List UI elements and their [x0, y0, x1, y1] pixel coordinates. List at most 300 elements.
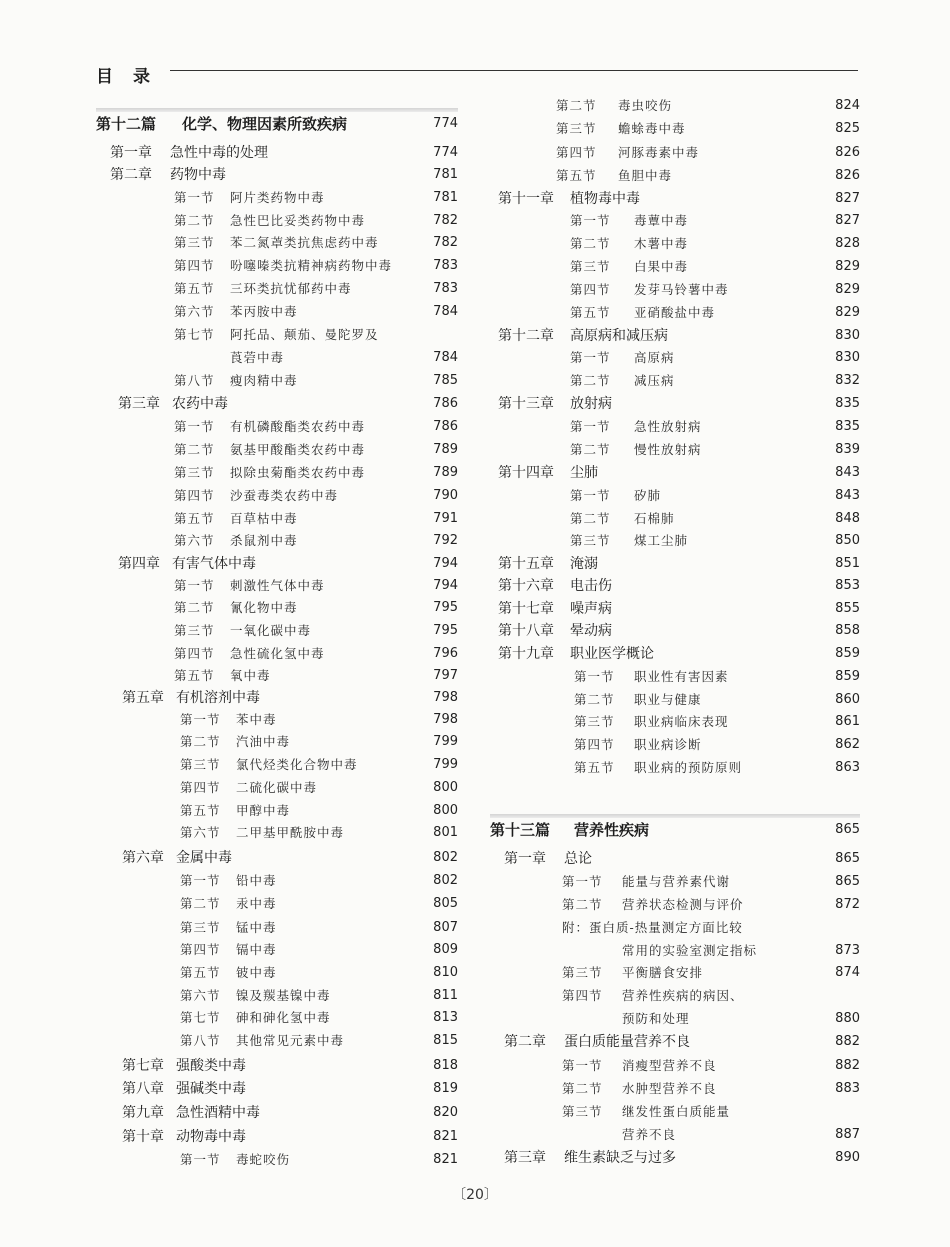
- entry-page-number: 887: [835, 1127, 860, 1142]
- toc-entry-chapter[interactable]: [490, 848, 860, 870]
- entry-label: 第三节: [562, 1104, 603, 1119]
- entry-title: 亚硝酸盐中毒: [634, 305, 716, 320]
- toc-entry-section[interactable]: [490, 711, 860, 733]
- toc-entry-section[interactable]: [96, 709, 458, 731]
- entry-title: 继发性蛋白质能量: [622, 1104, 731, 1119]
- entry-label: 第一章: [110, 145, 152, 161]
- entry-page-number: 802: [433, 850, 458, 865]
- toc-entry-section[interactable]: [490, 734, 860, 756]
- entry-page-number: 821: [433, 1152, 458, 1167]
- entry-label: 第四节: [174, 258, 215, 273]
- toc-entry-section[interactable]: [490, 256, 860, 278]
- entry-page-number: 843: [835, 488, 860, 503]
- toc-entry-chapter[interactable]: [96, 847, 458, 869]
- toc-entry-chapter[interactable]: [96, 142, 458, 164]
- entry-label: 第十七章: [498, 601, 554, 617]
- toc-entry-section[interactable]: [490, 530, 860, 552]
- entry-page-number: 798: [433, 690, 458, 705]
- entry-page-number: 865: [835, 851, 860, 866]
- entry-label: 第二节: [556, 98, 597, 113]
- entry-label: 第六节: [180, 825, 221, 840]
- entry-label: 第二章: [504, 1034, 546, 1050]
- entry-page-number: 858: [835, 623, 860, 638]
- entry-label: 第十一章: [498, 191, 554, 207]
- toc-entry-section[interactable]: [96, 962, 458, 984]
- toc-entry-section[interactable]: [96, 1149, 458, 1171]
- entry-label: 第四节: [556, 145, 597, 160]
- entry-label: 第七章: [122, 1058, 164, 1074]
- entry-page-number: 785: [433, 373, 458, 388]
- entry-page-number: 863: [835, 760, 860, 775]
- toc-entry-part[interactable]: [96, 113, 458, 135]
- entry-title: 急性中毒的处理: [170, 145, 268, 161]
- entry-page-number: 821: [433, 1129, 458, 1144]
- entry-page-number: 795: [433, 600, 458, 615]
- entry-label: 第八节: [180, 1033, 221, 1048]
- entry-title: 噪声病: [570, 601, 612, 617]
- toc-entry-chapter[interactable]: [96, 553, 458, 575]
- entry-page-number: 883: [835, 1081, 860, 1096]
- toc-entry-section[interactable]: [96, 777, 458, 799]
- toc-entry-section[interactable]: [96, 370, 458, 392]
- entry-page-number: 862: [835, 737, 860, 752]
- entry-page-number: 848: [835, 511, 860, 526]
- entry-page-number: 802: [433, 873, 458, 888]
- toc-entry-section[interactable]: [96, 187, 458, 209]
- toc-entry-section[interactable]: [490, 508, 860, 530]
- toc-entry-chapter[interactable]: [490, 393, 860, 415]
- entry-page-number: 865: [835, 822, 860, 837]
- toc-entry-section[interactable]: [490, 233, 860, 255]
- entry-page-number: 815: [433, 1033, 458, 1048]
- entry-page-number: 859: [835, 669, 860, 684]
- entry-page-number: 810: [433, 965, 458, 980]
- entry-page-number: 826: [835, 168, 860, 183]
- entry-label: 第三节: [174, 623, 215, 638]
- entry-page-number: 829: [835, 282, 860, 297]
- toc-entry-section[interactable]: [96, 985, 458, 1007]
- entry-page-number: 819: [433, 1081, 458, 1096]
- toc-entry-chapter[interactable]: [490, 575, 860, 597]
- entry-title: 氨基甲酸酯类农药中毒: [230, 442, 366, 457]
- toc-entry-chapter[interactable]: [490, 620, 860, 642]
- entry-page-number: 882: [835, 1058, 860, 1073]
- toc-entry-section[interactable]: [96, 939, 458, 961]
- entry-label: 第十二篇: [96, 115, 157, 133]
- entry-page-number: 835: [835, 396, 860, 411]
- entry-title: 杀鼠剂中毒: [230, 533, 298, 548]
- entry-page-number: 855: [835, 601, 860, 616]
- entry-title: 氰化物中毒: [230, 600, 298, 615]
- entry-page-number: 839: [835, 442, 860, 457]
- entry-title: 氧中毒: [230, 668, 271, 683]
- toc-entry-section[interactable]: [96, 210, 458, 232]
- entry-label: 第四节: [180, 942, 221, 957]
- toc-entry-chapter[interactable]: [490, 1031, 860, 1053]
- entry-page-number: 873: [835, 943, 860, 958]
- entry-title: 植物毒中毒: [570, 191, 640, 207]
- entry-label: 第一节: [574, 669, 615, 684]
- entry-title: 晕动病: [570, 623, 612, 639]
- entry-label: 第四节: [180, 780, 221, 795]
- toc-entry-section[interactable]: [96, 530, 458, 552]
- toc-entry-plain[interactable]: [490, 940, 860, 962]
- entry-title: 急性酒精中毒: [176, 1105, 260, 1121]
- toc-entry-section[interactable]: [490, 95, 860, 117]
- toc-entry-section[interactable]: [490, 1101, 860, 1123]
- entry-title: 职业病诊断: [634, 737, 702, 752]
- entry-title: 常用的实验室测定指标: [622, 943, 758, 958]
- entry-title: 化学、物理因素所致疾病: [182, 115, 348, 133]
- entry-page-number: 801: [433, 825, 458, 840]
- entry-label: 第二节: [174, 600, 215, 615]
- toc-entry-section[interactable]: [96, 731, 458, 753]
- toc-entry-section[interactable]: [490, 210, 860, 232]
- toc-entry-section[interactable]: [490, 1055, 860, 1077]
- toc-entry-section[interactable]: [490, 416, 860, 438]
- toc-entry-chapter[interactable]: [96, 1055, 458, 1077]
- entry-title: 水肿型营养不良: [622, 1081, 717, 1096]
- toc-entry-section[interactable]: [490, 757, 860, 779]
- entry-title: 莨菪中毒: [230, 350, 285, 365]
- entry-label: 第一节: [180, 873, 221, 888]
- toc-header: [96, 62, 858, 87]
- entry-title: 农药中毒: [172, 396, 228, 412]
- entry-title: 急性巴比妥类药物中毒: [230, 213, 366, 228]
- entry-title: 甲醇中毒: [236, 803, 291, 818]
- toc-entry-section[interactable]: [490, 347, 860, 369]
- toc-entry-section[interactable]: [96, 278, 458, 300]
- entry-page-number: 800: [433, 780, 458, 795]
- toc-entry-section[interactable]: [96, 665, 458, 687]
- entry-title: 苯二氮䓬类抗焦虑药中毒: [230, 235, 379, 250]
- part-divider: [490, 814, 860, 818]
- entry-page-number: 789: [433, 465, 458, 480]
- entry-label: 第四节: [562, 988, 603, 1003]
- entry-title: 汽油中毒: [236, 734, 291, 749]
- entry-label: 第七节: [174, 327, 215, 342]
- entry-title: 铅中毒: [236, 873, 277, 888]
- entry-page-number: 859: [835, 646, 860, 661]
- entry-label: 第十六章: [498, 578, 554, 594]
- entry-label: 第五章: [122, 690, 164, 706]
- entry-title: 急性放射病: [634, 419, 702, 434]
- entry-title: 苯中毒: [236, 712, 277, 727]
- entry-label: 第四节: [570, 282, 611, 297]
- entry-page-number: 781: [433, 167, 458, 182]
- entry-title: 职业医学概论: [570, 646, 654, 662]
- entry-title: 动物毒中毒: [176, 1129, 246, 1145]
- entry-label: 第二节: [574, 692, 615, 707]
- entry-label: 第八节: [174, 373, 215, 388]
- entry-title: 白果中毒: [634, 259, 689, 274]
- toc-entry-chapter[interactable]: [96, 393, 458, 415]
- toc-entry-section[interactable]: [96, 232, 458, 254]
- entry-label: 第一节: [570, 213, 611, 228]
- toc-entry-section[interactable]: [96, 439, 458, 461]
- entry-label: 第四节: [174, 646, 215, 661]
- entry-label: 第八章: [122, 1081, 164, 1097]
- entry-label: 第三节: [180, 757, 221, 772]
- toc-entry-section[interactable]: [490, 962, 860, 984]
- entry-label: 第三节: [174, 465, 215, 480]
- toc-entry-section[interactable]: [96, 1030, 458, 1052]
- entry-label: 第十章: [122, 1129, 164, 1145]
- entry-page-number: 790: [433, 488, 458, 503]
- entry-title: 沙蚕毒类农药中毒: [230, 488, 339, 503]
- entry-title: 职业病的预防原则: [634, 760, 743, 775]
- entry-page-number: 799: [433, 757, 458, 772]
- entry-title: 营养性疾病: [574, 821, 650, 839]
- entry-label: 第一节: [570, 350, 611, 365]
- toc-entry-section[interactable]: [96, 620, 458, 642]
- entry-page-number: 798: [433, 712, 458, 727]
- entry-title: 职业与健康: [634, 692, 702, 707]
- toc-entry-chapter[interactable]: [490, 598, 860, 620]
- entry-page-number: 872: [835, 897, 860, 912]
- toc-entry-section[interactable]: [96, 800, 458, 822]
- entry-title: 营养状态检测与评价: [622, 897, 744, 912]
- entry-title: 减压病: [634, 373, 675, 388]
- toc-entry-section[interactable]: [96, 416, 458, 438]
- entry-title: 三环类抗忧郁药中毒: [230, 281, 352, 296]
- entry-label: 第六节: [174, 533, 215, 548]
- page-title: 目录: [96, 67, 170, 87]
- entry-label: 第六章: [122, 850, 164, 866]
- entry-title: 矽肺: [634, 488, 662, 503]
- toc-entry-section[interactable]: [96, 255, 458, 277]
- entry-page-number: 805: [433, 896, 458, 911]
- entry-page-number: 830: [835, 328, 860, 343]
- entry-title: 镉中毒: [236, 942, 277, 957]
- toc-entry-plain[interactable]: [96, 347, 458, 369]
- entry-label: 第十八章: [498, 623, 554, 639]
- entry-label: 第二节: [570, 236, 611, 251]
- entry-page-number: 825: [835, 121, 860, 136]
- entry-page-number: 784: [433, 350, 458, 365]
- entry-page-number: 813: [433, 1010, 458, 1025]
- entry-title: 鱼胆中毒: [618, 168, 673, 183]
- entry-title: 职业性有害因素: [634, 669, 729, 684]
- entry-title: 淹溺: [570, 556, 598, 572]
- entry-page-number: 783: [433, 258, 458, 273]
- entry-label: 第五节: [174, 281, 215, 296]
- toc-entry-section[interactable]: [490, 142, 860, 164]
- entry-label: 第五节: [556, 168, 597, 183]
- toc-entry-plain[interactable]: [490, 917, 860, 939]
- entry-title: 强碱类中毒: [176, 1081, 246, 1097]
- entry-page-number: 890: [835, 1150, 860, 1165]
- entry-label: 第二节: [570, 442, 611, 457]
- entry-label: 第五节: [570, 305, 611, 320]
- toc-entry-section[interactable]: [490, 485, 860, 507]
- toc-entry-section[interactable]: [96, 754, 458, 776]
- toc-entry-section[interactable]: [96, 597, 458, 619]
- entry-label: 第十五章: [498, 556, 554, 572]
- entry-title: 慢性放射病: [634, 442, 702, 457]
- entry-label: 第二节: [562, 1081, 603, 1096]
- entry-page-number: 774: [433, 116, 458, 131]
- toc-entry-section[interactable]: [490, 666, 860, 688]
- toc-entry-section[interactable]: [96, 1007, 458, 1029]
- toc-entry-chapter[interactable]: [490, 1147, 860, 1169]
- toc-entry-section[interactable]: [490, 279, 860, 301]
- entry-title: 电击伤: [570, 578, 612, 594]
- entry-title: 拟除虫菊酯类农药中毒: [230, 465, 366, 480]
- toc-entry-section[interactable]: [490, 165, 860, 187]
- entry-page-number: 824: [835, 98, 860, 113]
- toc-entry-chapter[interactable]: [490, 643, 860, 665]
- toc-entry-part[interactable]: [490, 819, 860, 841]
- toc-entry-section[interactable]: [490, 439, 860, 461]
- toc-entry-section[interactable]: [490, 1078, 860, 1100]
- toc-entry-section[interactable]: [96, 324, 458, 346]
- toc-entry-chapter[interactable]: [490, 188, 860, 210]
- entry-title: 有机溶剂中毒: [176, 690, 260, 706]
- toc-entry-section[interactable]: [96, 643, 458, 665]
- entry-label: 第三节: [562, 965, 603, 980]
- toc-entry-section[interactable]: [490, 302, 860, 324]
- entry-page-number: 794: [433, 556, 458, 571]
- entry-title: 瘦肉精中毒: [230, 373, 298, 388]
- entry-title: 氯代烃类化合物中毒: [236, 757, 358, 772]
- entry-label: 第五节: [180, 965, 221, 980]
- entry-label: 第三章: [118, 396, 160, 412]
- toc-entry-chapter[interactable]: [96, 1102, 458, 1124]
- entry-label: 第二节: [562, 897, 603, 912]
- toc-entry-chapter[interactable]: [96, 164, 458, 186]
- toc-entry-plain[interactable]: [490, 1008, 860, 1030]
- entry-label: 第一节: [180, 1152, 221, 1167]
- toc-entry-section[interactable]: [96, 575, 458, 597]
- toc-entry-section[interactable]: [96, 508, 458, 530]
- toc-entry-section[interactable]: [490, 689, 860, 711]
- entry-page-number: 865: [835, 874, 860, 889]
- entry-label: 第七节: [180, 1010, 221, 1025]
- toc-entry-section[interactable]: [96, 462, 458, 484]
- toc-entry-section[interactable]: [96, 485, 458, 507]
- entry-page-number: 781: [433, 190, 458, 205]
- entry-title: 消瘦型营养不良: [622, 1058, 717, 1073]
- entry-label: 第二节: [570, 511, 611, 526]
- entry-label: 第三节: [570, 259, 611, 274]
- entry-page-number: 782: [433, 235, 458, 250]
- toc-entry-section[interactable]: [490, 985, 860, 1007]
- entry-title: 毒蛇咬伤: [236, 1152, 291, 1167]
- toc-entry-section[interactable]: [96, 301, 458, 323]
- entry-title: 蛋白质能量营养不良: [564, 1034, 690, 1050]
- entry-page-number: 799: [433, 734, 458, 749]
- toc-entry-section[interactable]: [490, 871, 860, 893]
- toc-entry-section[interactable]: [96, 870, 458, 892]
- entry-title: 放射病: [570, 396, 612, 412]
- toc-entry-section[interactable]: [490, 118, 860, 140]
- entry-label: 第十三章: [498, 396, 554, 412]
- entry-page-number: 860: [835, 692, 860, 707]
- entry-label: 第二节: [180, 734, 221, 749]
- toc-entry-chapter[interactable]: [490, 553, 860, 575]
- entry-page-number: 851: [835, 556, 860, 571]
- entry-page-number: 789: [433, 442, 458, 457]
- entry-title: 砷和砷化氢中毒: [236, 1010, 331, 1025]
- entry-page-number: 800: [433, 803, 458, 818]
- toc-entry-section[interactable]: [490, 894, 860, 916]
- entry-title: 二硫化碳中毒: [236, 780, 318, 795]
- entry-label: 第五节: [174, 668, 215, 683]
- entry-label: 第一节: [174, 190, 215, 205]
- toc-entry-chapter[interactable]: [96, 687, 458, 709]
- entry-page-number: 797: [433, 668, 458, 683]
- entry-label: 第十二章: [498, 328, 554, 344]
- toc-entry-section[interactable]: [96, 917, 458, 939]
- entry-title: 平衡膳食安排: [622, 965, 704, 980]
- entry-label: 第一节: [562, 874, 603, 889]
- entry-label: 第四节: [574, 737, 615, 752]
- toc-entry-section[interactable]: [490, 370, 860, 392]
- entry-title: 营养性疾病的病因、: [622, 988, 744, 1003]
- entry-label: 第三章: [504, 1150, 546, 1166]
- entry-title: 急性硫化氢中毒: [230, 646, 325, 661]
- entry-page-number: 853: [835, 578, 860, 593]
- entry-label: 第三节: [574, 714, 615, 729]
- entry-page-number: 832: [835, 373, 860, 388]
- entry-title: 有害气体中毒: [172, 556, 256, 572]
- entry-label: 第二节: [570, 373, 611, 388]
- entry-title: 强酸类中毒: [176, 1058, 246, 1074]
- entry-label: 第二节: [174, 213, 215, 228]
- entry-label: 第十三篇: [490, 821, 551, 839]
- entry-label: 第九章: [122, 1105, 164, 1121]
- entry-title: 吩噻嗪类抗精神病药物中毒: [230, 258, 393, 273]
- entry-title: 发芽马铃薯中毒: [634, 282, 729, 297]
- entry-title: 职业病临床表现: [634, 714, 729, 729]
- entry-label: 第六节: [174, 304, 215, 319]
- entry-page-number: 829: [835, 305, 860, 320]
- entry-title: 木薯中毒: [634, 236, 689, 251]
- toc-entry-chapter[interactable]: [490, 462, 860, 484]
- entry-title: 有机磷酸酯类农药中毒: [230, 419, 366, 434]
- entry-title: 石棉肺: [634, 511, 675, 526]
- part-divider: [96, 108, 458, 112]
- toc-entry-chapter[interactable]: [490, 325, 860, 347]
- entry-title: 营养不良: [622, 1127, 677, 1142]
- entry-page-number: 818: [433, 1058, 458, 1073]
- entry-page-number: 783: [433, 281, 458, 296]
- toc-entry-section[interactable]: [96, 822, 458, 844]
- entry-title: 二甲基甲酰胺中毒: [236, 825, 345, 840]
- toc-entry-section[interactable]: [96, 893, 458, 915]
- entry-title: 维生素缺乏与过多: [564, 1150, 676, 1166]
- toc-entry-chapter[interactable]: [96, 1126, 458, 1148]
- entry-page-number: 774: [433, 145, 458, 160]
- entry-page-number: 826: [835, 145, 860, 160]
- entry-label: 第四章: [118, 556, 160, 572]
- entry-page-number: 830: [835, 350, 860, 365]
- toc-entry-plain[interactable]: [490, 1124, 860, 1146]
- entry-label: 第三节: [570, 533, 611, 548]
- entry-label: 第三节: [180, 920, 221, 935]
- entry-title: 百草枯中毒: [230, 511, 298, 526]
- entry-title: 其他常见元素中毒: [236, 1033, 345, 1048]
- entry-title: 阿托品、颠茄、曼陀罗及: [230, 327, 379, 342]
- entry-title: 尘肺: [570, 465, 598, 481]
- page-number: 〔20〕: [452, 1187, 498, 1203]
- entry-label: 第三节: [556, 121, 597, 136]
- entry-title: 锰中毒: [236, 920, 277, 935]
- toc-entry-chapter[interactable]: [96, 1078, 458, 1100]
- entry-title: 毒蕈中毒: [634, 213, 689, 228]
- entry-label: 第一节: [180, 712, 221, 727]
